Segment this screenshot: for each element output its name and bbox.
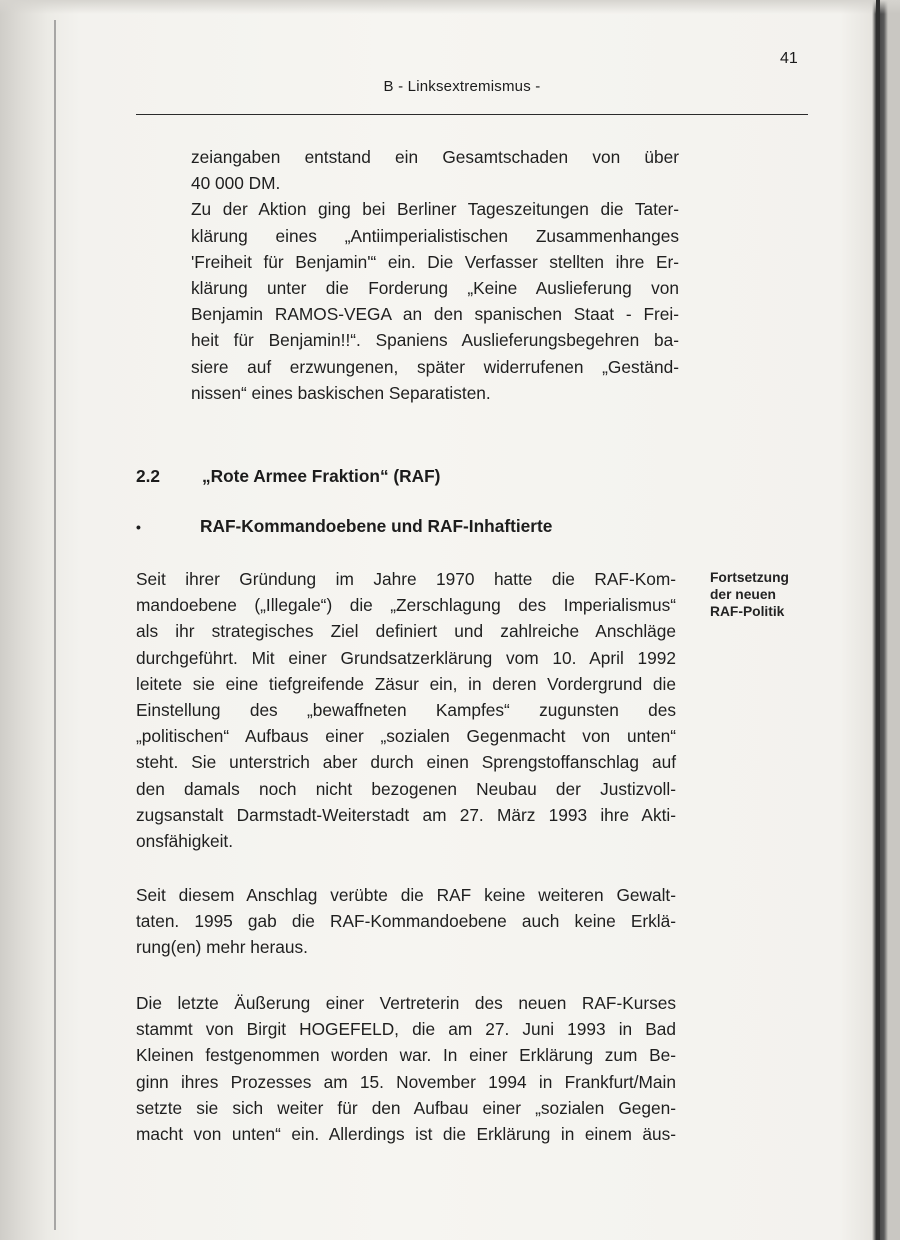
text-line: zugsanstalt Darmstadt-Weiterstadt am 27. März 1993 ihre Akti- — [136, 804, 676, 825]
margin-note-line: Fortsetzung — [710, 570, 789, 585]
scan-top-shadow — [0, 0, 900, 14]
section-title: „Rote Armee Fraktion“ (RAF) — [202, 466, 441, 486]
text-line: „politischen“ Aufbaus einer „sozialen Gegenmacht von unten“ — [136, 726, 676, 747]
bullet-icon: • — [136, 519, 141, 535]
text-line: heit für Benjamin!!“. Spaniens Auslieferungsbegehren ba- — [191, 330, 679, 351]
book-binding-line — [54, 20, 56, 1230]
text-line: macht von unten“ ein. Allerdings ist die Erklärung in einem äus- — [136, 1124, 676, 1145]
text-line: mandoebene („Illegale“) die „Zerschlagung des Imperialismus“ — [136, 595, 676, 616]
text-line: steht. Sie unterstrich aber durch einen Sprengstoffanschlag auf — [136, 752, 676, 773]
text-line: zeiangaben entstand ein Gesamtschaden von über — [191, 147, 679, 167]
header-rule — [136, 114, 808, 115]
text-line: rung(en) mehr heraus. — [136, 937, 308, 958]
paragraph-no-further-attacks — [136, 882, 676, 961]
page-edge — [876, 0, 880, 1240]
text-line: nissen“ eines baskischen Separatisten. — [191, 382, 491, 403]
text-line: onsfähigkeit. — [136, 831, 234, 852]
text-line: Benjamin RAMOS-VEGA an den spanischen Staat - Frei- — [191, 304, 679, 325]
text-line: setzte sie sich weiter für den Aufbau einer „sozialen Gegen- — [136, 1097, 676, 1118]
text-line: Zu der Aktion ging bei Berliner Tageszeitungen die Tater- — [191, 199, 679, 220]
text-line: Seit ihrer Gründung im Jahre 1970 hatte die RAF-Kom- — [136, 569, 676, 589]
section-heading — [136, 466, 440, 487]
text-line: leitete sie eine tiefgreifende Zäsur ein, in deren Vordergrund die — [136, 673, 676, 694]
text-line: klärung eines „Antiimperialistischen Zusammenhanges — [191, 225, 679, 246]
text-line: den damals noch nicht bezogenen Neubau der Justizvoll- — [136, 778, 676, 799]
paragraph-hogefeld — [136, 990, 676, 1147]
text-line: als ihr strategisches Ziel definiert und zahlreiche Anschläge — [136, 621, 676, 642]
text-line: Seit diesem Anschlag verübte die RAF keine weiteren Gewalt- — [136, 885, 676, 905]
text-line: 40 000 DM. — [191, 173, 281, 194]
margin-note-line: der neuen — [710, 587, 776, 602]
text-line: Einstellung des „bewaffneten Kampfes“ zugunsten des — [136, 700, 676, 721]
text-line: siere auf erzwungenen, später widerrufenen „Geständ- — [191, 356, 679, 377]
margin-note-line: RAF-Politik — [710, 604, 785, 619]
text-line: Kleinen festgenommen worden war. In einer Erklärung zum Be- — [136, 1045, 676, 1066]
page-number: 41 — [780, 50, 798, 67]
text-line: durchgeführt. Mit einer Grundsatzerklärung vom 10. April 1992 — [136, 647, 676, 668]
section-number: 2.2 — [136, 466, 161, 486]
margin-note — [710, 569, 830, 620]
text-line: stammt von Birgit HOGEFELD, die am 27. Juni 1993 in Bad — [136, 1019, 676, 1040]
text-line: Die letzte Äußerung einer Vertreterin des neuen RAF-Kurses — [136, 993, 676, 1013]
running-header — [0, 78, 900, 96]
text-line: 'Freiheit für Benjamin'“ ein. Die Verfasser stellten ihre Er- — [191, 251, 679, 272]
paragraph-raf-history — [136, 566, 676, 854]
continuation-paragraph — [191, 144, 679, 406]
text-line: ginn ihres Prozesses am 15. November 1994 in Frankfurt/Main — [136, 1071, 676, 1092]
text-line: klärung unter die Forderung „Keine Auslieferung von — [191, 278, 679, 299]
running-title: B - Linksextremismus - — [383, 78, 541, 95]
subsection-heading — [136, 516, 552, 537]
text-line: taten. 1995 gab die RAF-Kommandoebene auch keine Erklä- — [136, 911, 676, 932]
subsection-title: RAF-Kommandoebene und RAF-Inhaftierte — [200, 516, 553, 536]
